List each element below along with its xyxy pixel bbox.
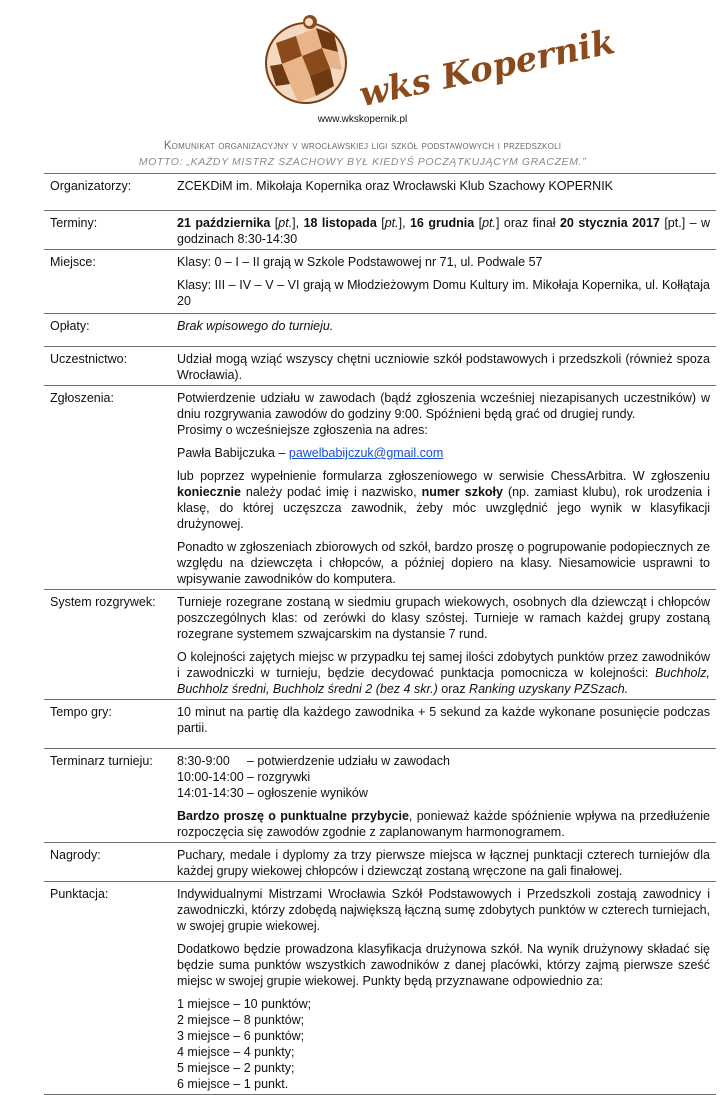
schedule-item: 10:00-14:00 – rozgrywki (177, 770, 311, 784)
participation-value: Udział mogą wziąć wszyscy chętni uczniowie szkół podstawowych i przedszkoli (również spoza Wrocławia). (177, 352, 710, 382)
dates-label: Terminy: (50, 216, 98, 230)
prizes-value: Puchary, medale i dyplomy za trzy pierwsze miejsca w łącznej punktacji czterech turniejów dla każdej grupy wiekowej chłopców i dziewcząt zostaną wręczone na gali finałowej. (177, 848, 710, 878)
fees-label: Opłaty: (50, 319, 90, 333)
row-registration (44, 385, 716, 589)
points-item: 4 miejsce – 4 punkty; (177, 1045, 295, 1059)
place-label: Miejsce: (50, 255, 96, 269)
place-value: Klasy: 0 – I – II grają w Szkole Podstawowej nr 71, ul. Podwale 57 Klasy: III – IV – V – VI grają w Młodzieżowym Domu Kultury im. Mikołaja Kopernika, ul. Kołłątaja 20 (177, 255, 710, 308)
schedule-value: 8:30-9:00 – potwierdzenie udziału w zawodach 10:00-14:00 – rozgrywki 14:01-14:30 – ogłoszenie wyników Bardzo proszę o punktualne przybycie, ponieważ każde spóźnienie wpływa na przedłużenie rozpoczęcia się zawodów zgodnie z zaplanowanym harmonogramem. (177, 754, 711, 839)
points-item: 3 miejsce – 6 punktów; (177, 1029, 305, 1043)
tempo-value: 10 minut na partię dla każdego zawodnika + 5 sekund za każde wykonane posunięcie podczas partii. (177, 705, 710, 735)
logo-wordmark: wks Kopernik (355, 22, 619, 116)
fees-value: Brak wpisowego do turnieju. (177, 319, 334, 333)
document-title: Komunikat organizacyjny v wrocławskiej ligi szkół podstawowych i przedszkoli (163, 140, 562, 152)
points-item: 5 miejsce – 2 punkty; (177, 1061, 295, 1075)
tempo-label: Tempo gry: (50, 705, 112, 719)
row-system (44, 589, 716, 699)
row-schedule (44, 748, 716, 842)
registration-label: Zgłoszenia: (50, 391, 114, 405)
system-value: Turnieje rozegrane zostaną w siedmiu grupach wiekowych, osobnych dla dziewcząt i chłopców poszczególnych klas: od zerówki do klasy szóstej. Turnieje w ramach każdej grupy zostaną rozegrane systemem szwajcarskim na dystansie 7 rund. O kolejności zajętych miejsc w przypadku tej samej ilości zdobytych punktów przez zawodników i zawodniczki w turnieju, będzie decydować punktacja pomocnicza w kolejności: Buchholz, Buchholz średni, Buchholz średni 2 (bez 4 skr.) oraz Ranking uzyskany PZSzach. (177, 595, 710, 696)
row-place (44, 249, 716, 313)
website-url[interactable]: www.wkskopernik.pl (317, 114, 408, 125)
schedule-item: 8:30-9:00 – potwierdzenie udziału w zawodach (177, 754, 450, 768)
schedule-label: Terminarz turnieju: (50, 754, 153, 768)
info-table (44, 173, 716, 1095)
points-item: 2 miejsce – 8 punktów; (177, 1013, 305, 1027)
registration-value: Potwierdzenie udziału w zawodach (bądź zgłoszenia wcześniej niezapisanych uczestników) w dniu rozgrywania zawodów do godziny 9:00. Spóźnieni będą grać od drugiej rundy. Prosimy o wcześniejsze zgłoszenia na adres: Pawła Babijczuka – pawelbabijczuk@gmail.com lub poprzez wypełnienie formularza zgłoszeniowego w serwisie ChessArbitra. W zgłoszeniu koniecznie należy podać imię i nazwisko, numer szkoły (np. zamiast klubu), rok urodzenia i klasę, do której uczęszcza zawodnik, żeby móc uwzględnić jego wynik w klasyfikacji drużynowej. Ponadto w zgłoszeniach zbiorowych od szkół, bardzo proszę o pogrupowanie podopiecznych ze względu na dziewczęta i chłopców, a później dopiero na klasy. Niesamowicie usprawni to wpisywanie zawodników do komputera. (177, 391, 711, 586)
motto: MOTTO: „KAŻDY MISTRZ SZACHOWY BYŁ KIEDYŚ POCZĄTKUJĄCYM GRACZEM.” (138, 156, 587, 168)
schedule-item: 14:01-14:30 – ogłoszenie wyników (177, 786, 368, 800)
dates-value: 21 października [pt.], 18 listopada [pt.], 16 grudnia [pt.] oraz finał 20 stycznia 2017 [pt.] – w godzinach 8:30-14:30 (177, 216, 711, 246)
points-item: 6 miejsce – 1 punkt. (177, 1077, 289, 1091)
organizers-value: ZCEKDiM im. Mikołaja Kopernika oraz Wrocławski Klub Szachowy KOPERNIK (177, 179, 614, 193)
row-participation (44, 346, 716, 385)
row-scoring (44, 881, 716, 1095)
points-item: 1 miejsce – 10 punktów; (177, 997, 312, 1011)
organizers-label: Organizatorzy: (50, 179, 132, 193)
row-dates (44, 210, 716, 249)
row-tempo (44, 699, 716, 748)
row-fees (44, 313, 716, 346)
prizes-label: Nagrody: (50, 848, 101, 862)
scoring-value: Indywidualnymi Mistrzami Wrocławia Szkół Podstawowych i Przedszkoli zostają zawodnicy i zawodniczki, którzy zdobędą największą łączną sumę zdobytych punktów w czterech turniejach, w swojej grupie wiekowej. Dodatkowo będzie prowadzona klasyfikacja drużynowa szkół. Na wynik drużynowy składać się będzie suma punktów wszystkich zawodników z danej placówki, którzy zajmą pierwsze sześć miejsc w swojej grupie wiekowej. Punkty będą przyznawane odpowiednio za: 1 miejsce – 10 punktów; 2 miejsce – 8 punktów; 3 miejsce – 6 punktów; 4 miejsce – 4 punkty; 5 miejsce – 2 punkty; 6 miejsce – 1 punkt. (177, 887, 710, 1091)
email-link[interactable]: pawelbabijczuk@gmail.com (288, 446, 444, 460)
scoring-label: Punktacja: (50, 887, 109, 901)
system-label: System rozgrywek: (50, 595, 156, 609)
row-organizers (44, 173, 716, 210)
chess-ball-icon (266, 15, 346, 103)
wks-kopernik-logo (258, 8, 619, 116)
row-prizes (44, 842, 716, 881)
participation-label: Uczestnictwo: (50, 352, 128, 366)
